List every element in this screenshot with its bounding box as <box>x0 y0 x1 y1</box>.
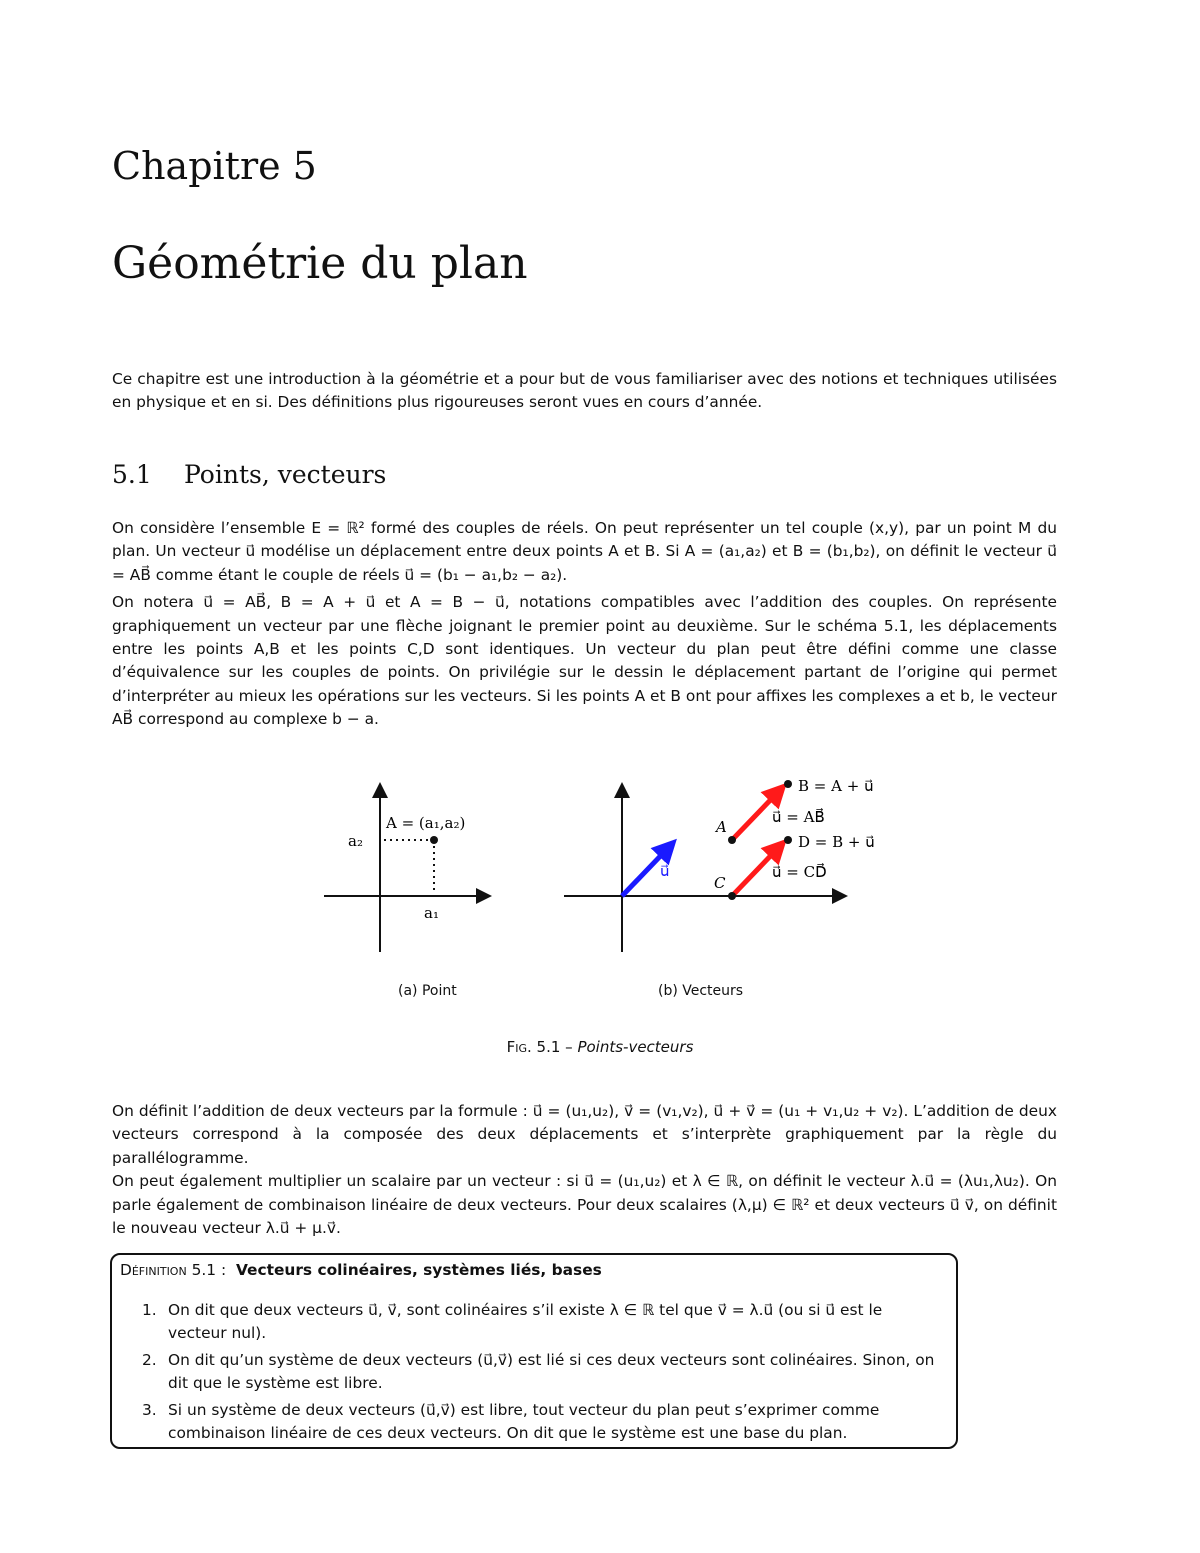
list-item <box>112 1299 952 1345</box>
intro-text: Ce chapitre est une introduction à la géométrie et a pour but de vous familiariser avec des notions et techniques utilisées en physique et en si. Des définitions plus rigoureuses seront vues en cours d’année. <box>112 370 1057 412</box>
point-A <box>430 836 438 844</box>
label-B: B = A + u⃗ <box>798 777 874 795</box>
point-A <box>728 836 736 844</box>
label-u-CD: u⃗ = CD⃗ <box>772 863 827 881</box>
x-tick-label: a₁ <box>424 904 439 922</box>
definition-title: Vecteurs colinéaires, systèmes liés, bases <box>235 1261 602 1279</box>
subfigure-caption-b: (b) Vecteurs <box>658 983 744 999</box>
list-item-number: 1. <box>142 1301 157 1319</box>
section-number: 5.1 <box>112 460 152 489</box>
definition-heading <box>120 1261 602 1279</box>
definition-label: Définition 5.1 : <box>120 1261 227 1279</box>
figure-caption <box>0 1038 1200 1056</box>
chapter-label: Chapitre 5 <box>112 144 317 188</box>
section-heading <box>112 460 386 489</box>
chapter-title: Géométrie du plan <box>112 238 528 289</box>
list-item <box>112 1349 952 1395</box>
subfigure-caption-a: (a) Point <box>398 983 457 999</box>
section-title: Points, vecteurs <box>184 460 387 489</box>
body-paragraph-1: On considère l’ensemble E = ℝ² formé des couples de réels. On peut représenter un tel couple (x,y), par un point M du plan. Un vecteur u⃗ modélise un déplacement entre deux points A et B. Si A = (a₁,a₂) et B = (b₁,b₂), on définit le vecteur u⃗ = AB⃗ comme étant le couple de réels u⃗ = (b₁ − a₁,b₂ − a₂). <box>112 519 1057 584</box>
list-item-number: 2. <box>142 1351 157 1369</box>
figure-caption-prefix: Fig. 5.1 – <box>506 1038 573 1056</box>
figure-point <box>318 776 498 956</box>
vector-u-label: u⃗ <box>660 862 670 880</box>
list-item-text: On dit que deux vecteurs u⃗, v⃗, sont colinéaires s’il existe λ ∈ ℝ tel que v⃗ = λ.u⃗ (ou si u⃗ est le vecteur nul). <box>168 1301 883 1342</box>
operations-paragraph-2: On peut également multiplier un scalaire par un vecteur : si u⃗ = (u₁,u₂) et λ ∈ ℝ, on définit le vecteur λ.u⃗ = (λu₁,λu₂). On parle également de combinaison linéaire de deux vecteurs. Pour deux scalaires (λ,μ) ∈ ℝ² et deux vecteurs u⃗ v⃗, on définit le nouveau vecteur λ.u⃗ + μ.v⃗. <box>112 1172 1057 1238</box>
label-A: A <box>716 818 727 836</box>
definition-list <box>112 1299 952 1449</box>
definition-box <box>110 1253 958 1449</box>
label-C: C <box>714 874 726 892</box>
figure-vectors <box>560 776 900 956</box>
operations-paragraphs <box>112 1100 1057 1240</box>
list-item-text: On dit qu’un système de deux vecteurs (u⃗,v⃗) est lié si ces deux vecteurs sont colinéaires. Sinon, on dit que le système est libre. <box>168 1351 935 1392</box>
label-u-AB: u⃗ = AB⃗ <box>772 808 825 826</box>
list-item-number: 3. <box>142 1401 157 1419</box>
list-item <box>112 1399 952 1445</box>
y-tick-label: a₂ <box>348 832 363 850</box>
body-paragraph-2: On notera u⃗ = AB⃗, B = A + u⃗ et A = B − u⃗, notations compatibles avec l’addition des couples. On représente graphiquement un vecteur par une flèche joignant le premier point au deuxième. Sur le schéma 5.1, les déplacements entre les points A,B et les points C,D sont identiques. Un vecteur du plan peut être défini comme une classe d’équivalence sur les couples de points. On privilégie sur le dessin le déplacement partant de l’origine qui permet d’interpréter au mieux les opérations sur les vecteurs. Si les points A et B ont pour affixes les complexes a et b, le vecteur AB⃗ correspond au complexe b − a. <box>112 593 1057 729</box>
point-C <box>728 892 736 900</box>
body-paragraphs <box>112 517 1057 732</box>
point-A-label: A = (a₁,a₂) <box>386 814 466 832</box>
intro-paragraph <box>112 368 1057 415</box>
operations-paragraph-1: On définit l’addition de deux vecteurs par la formule : u⃗ = (u₁,u₂), v⃗ = (v₁,v₂), u⃗ + v⃗ = (u₁ + v₁,u₂ + v₂). L’addition de deux vecteurs correspond à la composée des deux déplacements et s’interprète graphiquement par la règle du parallélogramme. <box>112 1102 1057 1167</box>
list-item-text: Si un système de deux vecteurs (u⃗,v⃗) est libre, tout vecteur du plan peut s’exprimer comme combinaison linéaire de ces deux vecteurs. On dit que le système est une base du plan. <box>168 1401 880 1442</box>
point-D <box>784 836 792 844</box>
label-D: D = B + u⃗ <box>798 833 875 851</box>
point-B <box>784 780 792 788</box>
figure-caption-title: Points-vecteurs <box>577 1038 694 1056</box>
